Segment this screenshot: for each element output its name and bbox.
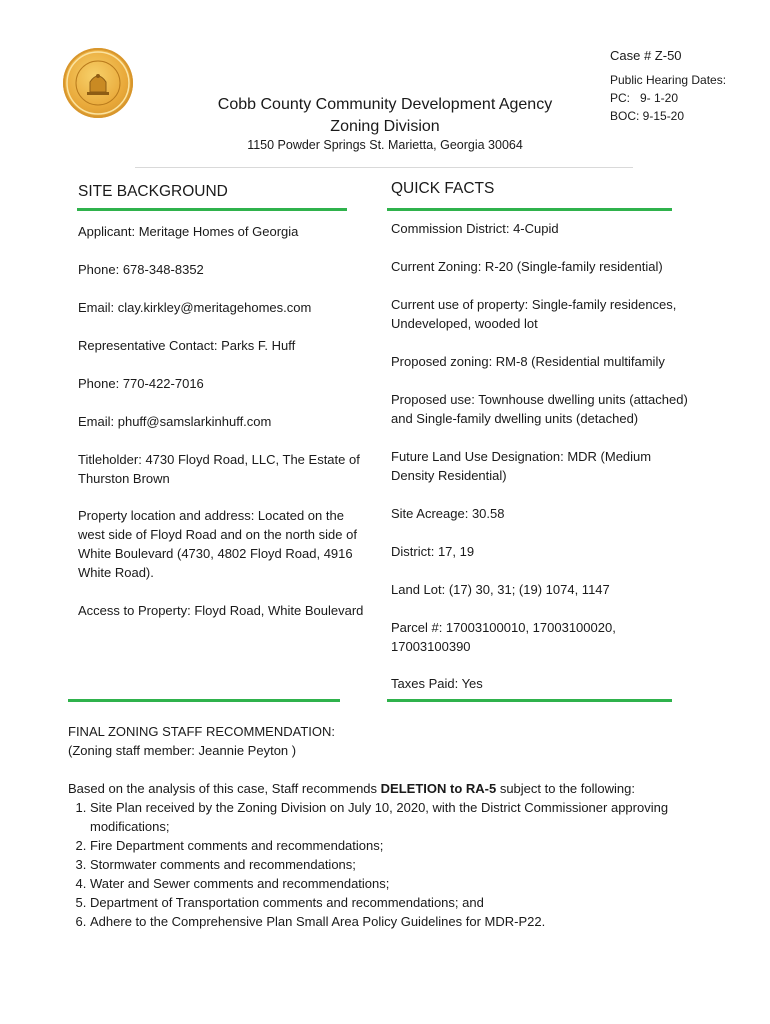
current-zoning: Current Zoning: R-20 (Single-family residential) [391,259,663,274]
site-background-underline [77,208,347,211]
final-recommendation-header [68,722,708,760]
agency-address: 1150 Powder Springs St. Marietta, Georgia 30064 [247,138,523,152]
titleholder-line-2: Thurston Brown [78,471,170,486]
hearing-title: Public Hearing Dates: [610,73,727,87]
proposed-use [391,390,688,428]
condition-item: 6. Adhere to the Comprehensive Plan Small Area Policy Guidelines for MDR-P22. [90,912,728,931]
location-line-2: west side of Floyd Road and on the north side of [78,527,357,542]
recommendation-decision: DELETION to RA-5 [380,781,497,796]
condition-item: 5. Department of Transportation comments and recommendations; and [90,893,728,912]
titleholder-line-1: Titleholder: 4730 Floyd Road, LLC, The Estate of [78,452,360,467]
quick-facts-underline [387,208,672,211]
agency-name [190,94,580,138]
agency-line-1: Cobb County Community Development Agency [217,96,553,113]
future-land-use-line-2: Density Residential) [391,468,507,483]
future-land-use-line-1: Future Land Use Designation: MDR (Medium [391,449,652,464]
parcel-numbers [391,618,616,656]
representative-email: Email: phuff@samslarkinhuff.com [78,414,272,429]
current-use-line-2: Undeveloped, wooded lot [391,316,538,331]
site-background-bottom-rule [68,699,340,702]
pc-date: PC: 9- 1-20 [610,91,679,105]
condition-item: 3. Stormwater comments and recommendations; [90,855,728,874]
current-use-line-1: Current use of property: Single-family residences, [391,297,677,312]
case-number: Case # Z-50 [610,48,682,63]
property-access: Access to Property: Floyd Road, White Boulevard [78,603,364,618]
final-recommendation-title: FINAL ZONING STAFF RECOMMENDATION: [68,724,335,739]
intro-after: subject to the following: [496,781,635,796]
location-line-1: Property location and address: Located on the [78,508,344,523]
property-location [78,506,357,582]
zoning-staff-member: (Zoning staff member: Jeannie Peyton ) [68,743,297,758]
land-lot: Land Lot: (17) 30, 31; (19) 1074, 1147 [391,582,610,597]
commission-district: Commission District: 4-Cupid [391,221,559,236]
current-use [391,295,676,333]
recommendation-intro [68,779,728,798]
condition-item: 2. Fire Department comments and recommendations; [90,836,728,855]
cobb-county-seal-logo [63,48,133,118]
agency-line-2: Zoning Division [330,118,440,135]
parcel-line-2: 17003100390 [391,639,471,654]
applicant: Applicant: Meritage Homes of Georgia [78,224,299,239]
site-acreage: Site Acreage: 30.58 [391,506,505,521]
representative-contact: Representative Contact: Parks F. Huff [78,338,296,353]
boc-date: BOC: 9-15-20 [610,109,685,123]
proposed-use-line-1: Proposed use: Townhouse dwelling units (attached) [391,392,688,407]
intro-before: Based on the analysis of this case, Staff recommends [68,781,381,796]
condition-item: 1. Site Plan received by the Zoning Division on July 10, 2020, with the District Commissioner approving modifications; [90,798,728,836]
representative-phone: Phone: 770-422-7016 [78,376,204,391]
quick-facts-heading: QUICK FACTS [391,180,495,197]
applicant-phone: Phone: 678-348-8352 [78,262,204,277]
recommendation-body [68,779,728,931]
header-divider [135,167,633,168]
district: District: 17, 19 [391,544,475,559]
applicant-email: Email: clay.kirkley@meritagehomes.com [78,300,312,315]
location-line-3: White Boulevard (4730, 4802 Floyd Road, 4916 [78,546,353,561]
seal-icon [63,48,133,118]
titleholder [78,450,360,488]
site-background-heading: SITE BACKGROUND [78,183,228,200]
condition-item: 4. Water and Sewer comments and recommendations; [90,874,728,893]
parcel-line-1: Parcel #: 17003100010, 17003100020, [391,620,616,635]
proposed-use-line-2: and Single-family dwelling units (detached) [391,411,639,426]
proposed-zoning: Proposed zoning: RM-8 (Residential multifamily [391,354,665,369]
conditions-list [68,798,728,931]
location-line-4: White Road). [78,565,154,580]
hearing-dates [610,71,726,125]
quick-facts-bottom-rule [387,699,672,702]
future-land-use [391,447,651,485]
taxes-paid: Taxes Paid: Yes [391,676,483,691]
